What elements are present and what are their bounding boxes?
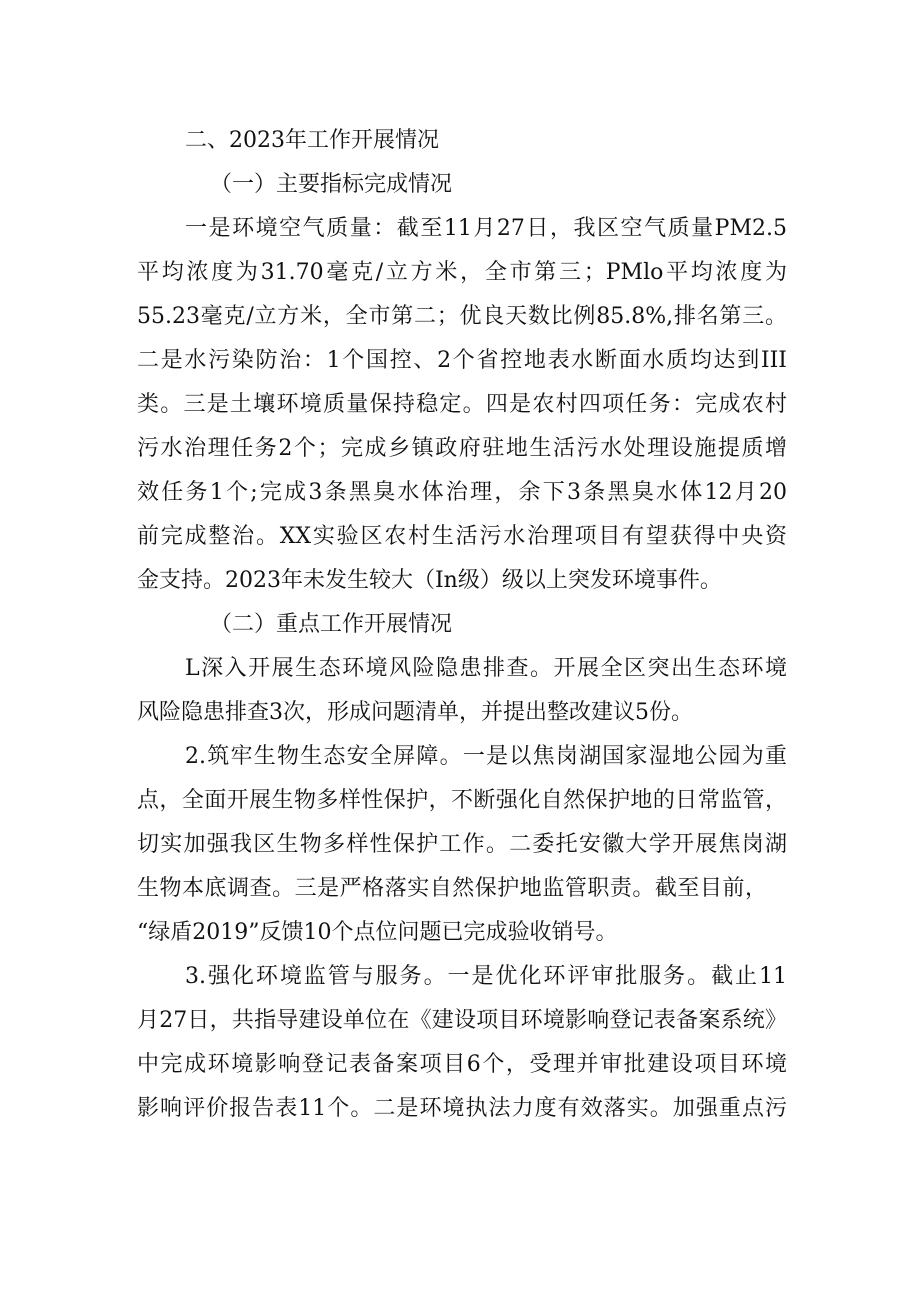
subsection-title-2: （二）重点工作开展情况 — [210, 612, 453, 637]
paragraph-line: 55.23毫克/立方米，全市第二；优良天数比例85.8%,排名第三。 — [137, 304, 787, 329]
section-heading: 二、2023年工作开展情况 — [185, 128, 439, 153]
paragraph-line: 月27日，共指导建设单位在《建设项目环境影响登记表备案系统》 — [137, 1008, 787, 1033]
paragraph-line: 前完成整治。XX实验区农村生活污水治理项目有望获得中央资 — [137, 524, 787, 549]
paragraph-line: 3.强化环境监管与服务。一是优化环评审批服务。截止11 — [185, 964, 787, 989]
paragraph-line: 影响评价报告表11个。二是环境执法力度有效落实。加强重点污 — [137, 1096, 787, 1121]
paragraph-line: 效任务1个;完成3条黑臭水体治理，余下3条黑臭水体12月20 — [137, 480, 787, 505]
paragraph-line: L深入开展生态环境风险隐患排查。开展全区突出生态环境 — [185, 656, 787, 681]
paragraph-line: 点，全面开展生物多样性保护，不断强化自然保护地的日常监管， — [137, 788, 787, 813]
paragraph-line: 风险隐患排查3次，形成问题清单，并提出整改建议5份。 — [137, 700, 693, 725]
paragraph-line: 切实加强我区生物多样性保护工作。二委托安徽大学开展焦岗湖 — [137, 832, 787, 857]
paragraph-line: 中完成环境影响登记表备案项目6个，受理并审批建设项目环境 — [137, 1052, 787, 1077]
paragraph-line: “绿盾2019”反馈10个点位问题已完成验收销号。 — [137, 920, 618, 945]
paragraph-line: 平均浓度为31.70毫克/立方米，全市第三；PMlo平均浓度为 — [137, 260, 787, 285]
paragraph-line: 类。三是土壤环境质量保持稳定。四是农村四项任务：完成农村 — [137, 392, 787, 417]
paragraph-line: 一是环境空气质量：截至11月27日，我区空气质量PM2.5 — [185, 216, 787, 241]
paragraph-line: 金支持。2023年未发生较大（In级）级以上突发环境事件。 — [137, 568, 722, 593]
paragraph-line: 二是水污染防治：1个国控、2个省控地表水断面水质均达到III — [137, 348, 787, 373]
subsection-title-1: （一）主要指标完成情况 — [210, 172, 453, 197]
paragraph-line: 2.筑牢生物生态安全屏障。一是以焦岗湖国家湿地公园为重 — [185, 744, 787, 769]
paragraph-line: 生物本底调查。三是严格落实自然保护地监管职责。截至目前， — [137, 876, 767, 901]
paragraph-line: 污水治理任务2个；完成乡镇政府驻地生活污水处理设施提质增 — [137, 436, 787, 461]
